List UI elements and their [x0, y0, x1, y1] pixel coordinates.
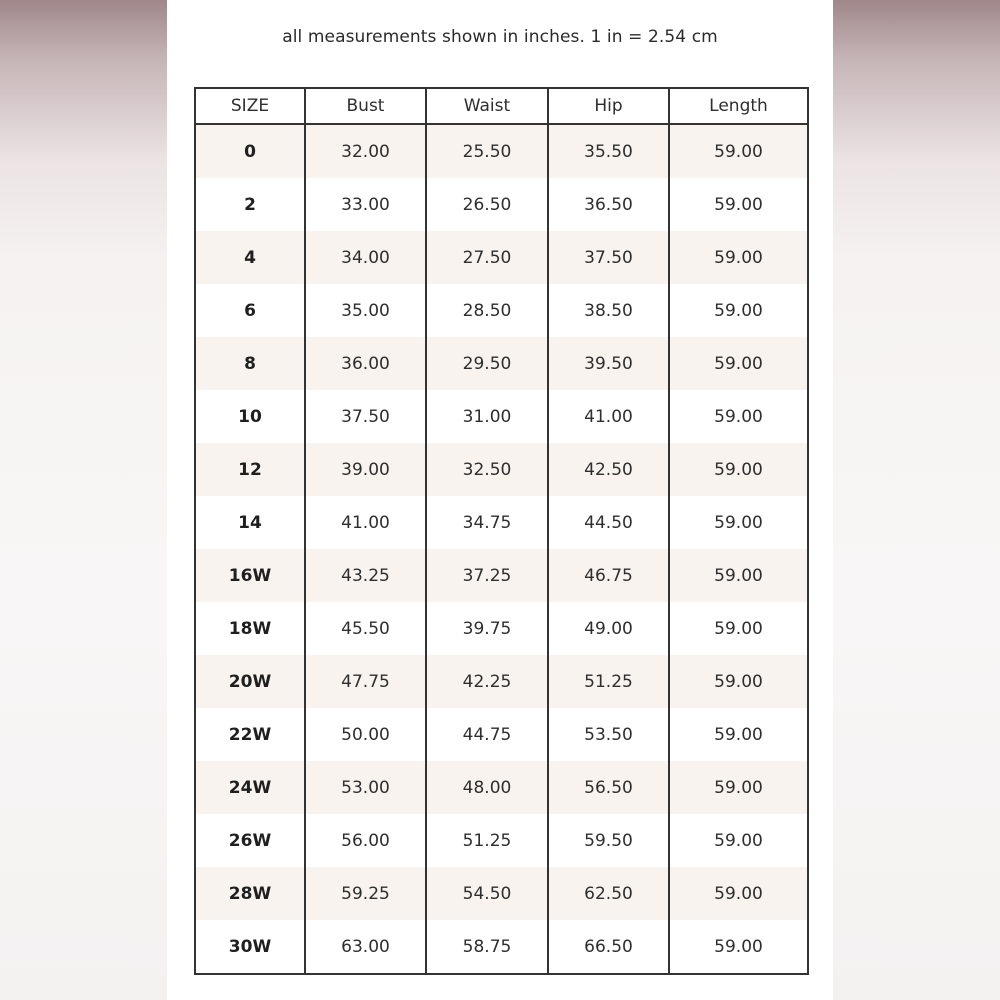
- length-cell: 59.00: [669, 708, 808, 761]
- length-cell: 59.00: [669, 549, 808, 602]
- hip-cell: 62.50: [548, 867, 669, 920]
- table-row: [195, 602, 808, 655]
- table-row: [195, 655, 808, 708]
- waist-cell: 54.50: [426, 867, 548, 920]
- size-cell: 16W: [195, 549, 305, 602]
- bust-cell: 41.00: [305, 496, 426, 549]
- hip-cell: 59.50: [548, 814, 669, 867]
- table-row: [195, 284, 808, 337]
- length-cell: 59.00: [669, 284, 808, 337]
- table-row: [195, 920, 808, 974]
- table-row: [195, 231, 808, 284]
- length-cell: 59.00: [669, 920, 808, 974]
- size-cell: 30W: [195, 920, 305, 974]
- size-chart-sheet: [167, 0, 833, 1000]
- size-chart-table: [194, 87, 809, 975]
- waist-cell: 51.25: [426, 814, 548, 867]
- length-cell: 59.00: [669, 814, 808, 867]
- column-header-length: Length: [669, 88, 808, 124]
- column-header-hip: Hip: [548, 88, 669, 124]
- size-cell: 12: [195, 443, 305, 496]
- table-row: [195, 867, 808, 920]
- bust-cell: 63.00: [305, 920, 426, 974]
- waist-cell: 26.50: [426, 178, 548, 231]
- table-row: [195, 178, 808, 231]
- waist-cell: 27.50: [426, 231, 548, 284]
- size-cell: 10: [195, 390, 305, 443]
- bust-cell: 56.00: [305, 814, 426, 867]
- background-left: [0, 0, 167, 1000]
- waist-cell: 42.25: [426, 655, 548, 708]
- size-cell: 24W: [195, 761, 305, 814]
- length-cell: 59.00: [669, 602, 808, 655]
- column-header-bust: Bust: [305, 88, 426, 124]
- waist-cell: 32.50: [426, 443, 548, 496]
- waist-cell: 44.75: [426, 708, 548, 761]
- waist-cell: 28.50: [426, 284, 548, 337]
- hip-cell: 56.50: [548, 761, 669, 814]
- size-cell: 14: [195, 496, 305, 549]
- length-cell: 59.00: [669, 124, 808, 178]
- waist-cell: 31.00: [426, 390, 548, 443]
- waist-cell: 58.75: [426, 920, 548, 974]
- bust-cell: 45.50: [305, 602, 426, 655]
- bust-cell: 37.50: [305, 390, 426, 443]
- length-cell: 59.00: [669, 867, 808, 920]
- length-cell: 59.00: [669, 231, 808, 284]
- hip-cell: 37.50: [548, 231, 669, 284]
- bust-cell: 35.00: [305, 284, 426, 337]
- size-cell: 4: [195, 231, 305, 284]
- hip-cell: 42.50: [548, 443, 669, 496]
- bust-cell: 43.25: [305, 549, 426, 602]
- hip-cell: 38.50: [548, 284, 669, 337]
- table-row: [195, 761, 808, 814]
- bust-cell: 32.00: [305, 124, 426, 178]
- bust-cell: 36.00: [305, 337, 426, 390]
- table-row: [195, 708, 808, 761]
- size-cell: 6: [195, 284, 305, 337]
- waist-cell: 34.75: [426, 496, 548, 549]
- hip-cell: 51.25: [548, 655, 669, 708]
- length-cell: 59.00: [669, 337, 808, 390]
- size-chart-body: [195, 124, 808, 974]
- length-cell: 59.00: [669, 496, 808, 549]
- size-cell: 28W: [195, 867, 305, 920]
- size-cell: 22W: [195, 708, 305, 761]
- hip-cell: 66.50: [548, 920, 669, 974]
- hip-cell: 53.50: [548, 708, 669, 761]
- column-header-size: SIZE: [195, 88, 305, 124]
- length-cell: 59.00: [669, 390, 808, 443]
- size-cell: 0: [195, 124, 305, 178]
- size-cell: 26W: [195, 814, 305, 867]
- length-cell: 59.00: [669, 655, 808, 708]
- table-row: [195, 814, 808, 867]
- waist-cell: 39.75: [426, 602, 548, 655]
- table-row: [195, 124, 808, 178]
- bust-cell: 39.00: [305, 443, 426, 496]
- bust-cell: 53.00: [305, 761, 426, 814]
- table-row: [195, 443, 808, 496]
- waist-cell: 25.50: [426, 124, 548, 178]
- hip-cell: 39.50: [548, 337, 669, 390]
- bust-cell: 34.00: [305, 231, 426, 284]
- measurement-note: all measurements shown in inches. 1 in = 2.54 cm: [282, 27, 718, 47]
- size-cell: 18W: [195, 602, 305, 655]
- background-right: [833, 0, 1000, 1000]
- hip-cell: 35.50: [548, 124, 669, 178]
- header-row: [195, 88, 808, 124]
- length-cell: 59.00: [669, 178, 808, 231]
- size-cell: 20W: [195, 655, 305, 708]
- size-cell: 2: [195, 178, 305, 231]
- bust-cell: 59.25: [305, 867, 426, 920]
- table-row: [195, 337, 808, 390]
- table-row: [195, 549, 808, 602]
- hip-cell: 36.50: [548, 178, 669, 231]
- length-cell: 59.00: [669, 761, 808, 814]
- hip-cell: 49.00: [548, 602, 669, 655]
- table-row: [195, 496, 808, 549]
- hip-cell: 44.50: [548, 496, 669, 549]
- column-header-waist: Waist: [426, 88, 548, 124]
- bust-cell: 33.00: [305, 178, 426, 231]
- length-cell: 59.00: [669, 443, 808, 496]
- hip-cell: 46.75: [548, 549, 669, 602]
- bust-cell: 50.00: [305, 708, 426, 761]
- waist-cell: 37.25: [426, 549, 548, 602]
- size-cell: 8: [195, 337, 305, 390]
- bust-cell: 47.75: [305, 655, 426, 708]
- waist-cell: 29.50: [426, 337, 548, 390]
- table-row: [195, 390, 808, 443]
- waist-cell: 48.00: [426, 761, 548, 814]
- hip-cell: 41.00: [548, 390, 669, 443]
